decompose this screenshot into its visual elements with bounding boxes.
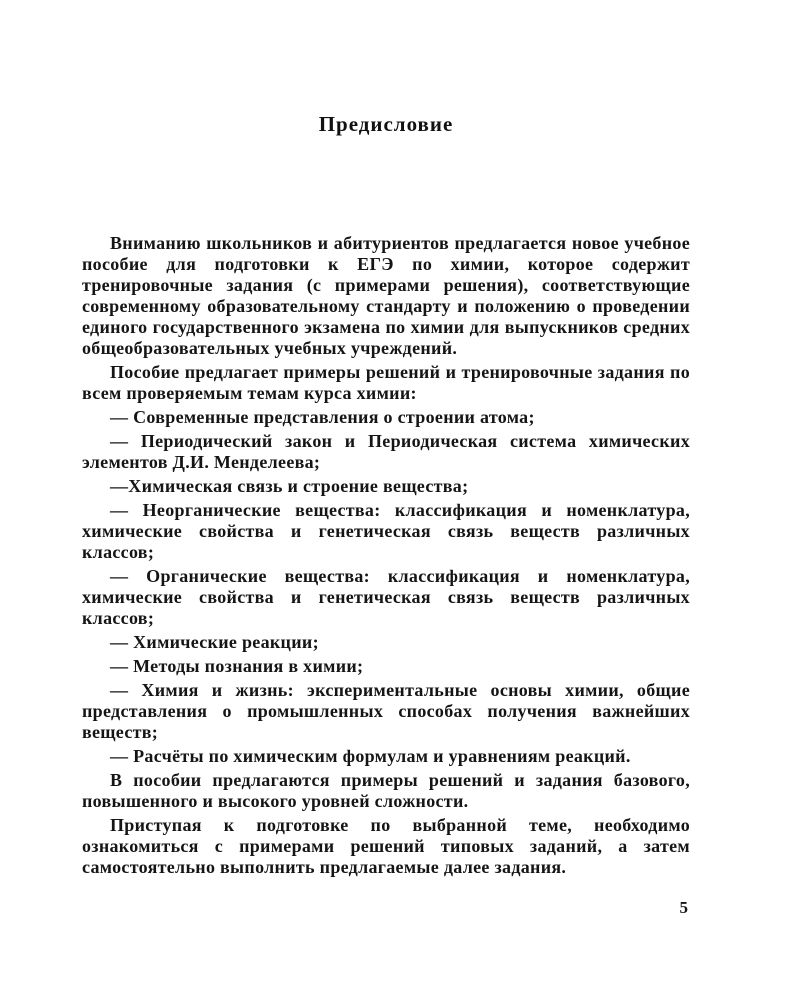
paragraph-levels: В пособии предлагаются примеры решений и задания базового, повышенного и высокого уровней сложности.	[82, 770, 690, 811]
paragraph-intro: Вниманию школьников и абитуриентов предлагается новое учебное пособие для подготовки к ЕГЭ по химии, которое содержит тренировочные задания (с примерами решения), соответствующие современному образовательному стандарту и положению о проведении единого государственного экзамена по химии для выпускников средних общеобразовательных учебных учреждений.	[82, 233, 690, 358]
text-column	[82, 0, 690, 881]
page-body	[82, 233, 690, 878]
list-item-methods: — Методы познания в химии;	[110, 656, 364, 676]
list-item-chemical-bond: —Химическая связь и строение вещества;	[110, 476, 469, 496]
page-title: Предисловие	[318, 112, 454, 136]
list-item-calculations: — Расчёты по химическим формулам и уравнениям реакций.	[110, 746, 631, 766]
list-item-inorganic: — Неорганические вещества: классификация и номенклатура, химические свойства и генетическая связь веществ различных классов;	[82, 500, 690, 562]
list-item-organic: — Органические вещества: классификация и номенклатура, химические свойства и генетическая связь веществ различных классов;	[82, 566, 690, 628]
paragraph-topics-lead: Пособие предлагает примеры решений и тренировочные задания по всем проверяемым темам курса химии:	[82, 362, 690, 403]
list-item-periodic-law: — Периодический закон и Периодическая система химических элементов Д.И. Менделеева;	[82, 431, 690, 472]
list-item-reactions: — Химические реакции;	[110, 632, 319, 652]
list-item-chemistry-life: — Химия и жизнь: экспериментальные основы химии, общие представления о промышленных способах получения важнейших веществ;	[82, 680, 690, 742]
page-number: 5	[679, 898, 688, 917]
list-item-atom-structure: — Современные представления о строении атома;	[110, 407, 535, 427]
paragraph-advice: Приступая к подготовке по выбранной теме, необходимо ознакомиться с примерами решений типовых заданий, а затем самостоятельно выполнить предлагаемые далее задания.	[82, 815, 690, 877]
